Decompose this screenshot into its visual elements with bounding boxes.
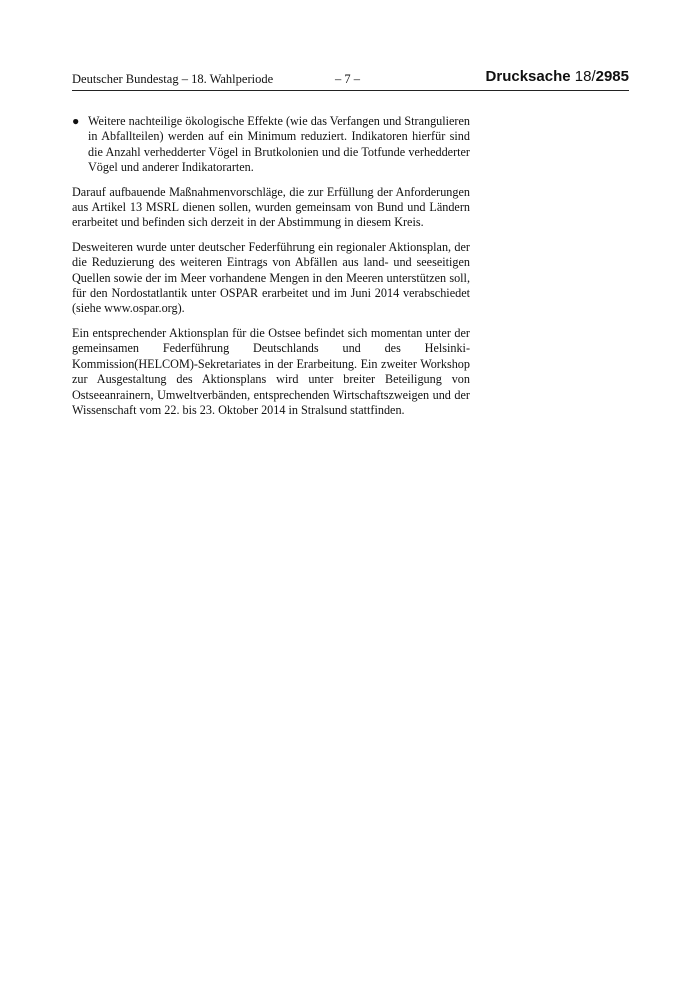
document-number-suffix: 2985 [595,68,629,85]
header-publisher: Deutscher Bundestag – 18. Wahlperiode [72,72,274,86]
page-header [72,68,629,91]
page-number: – 7 – [335,72,360,86]
document-number-prefix: 18/ [574,68,596,85]
bullet-text: Weitere nachteilige ökologische Effekte (wie das Verfangen und Strangulieren in Abfallteilen) werden auf ein Minimum reduziert. Indikatoren hierfür sind die Anzahl verhedderter Vögel in Brutkolonien und die Totfunde verhedderter Vögel und anderer Indikatorarten. [88,114,470,175]
paragraph-ospar: Desweiteren wurde unter deutscher Federführung ein regionaler Aktionsplan, der die Reduzierung des weiteren Eintrags von Abfällen aus land- und seeseitigen Quellen sowie der im Meer vorhandene Mengen in den Meeren unterstützen soll, für den Nordostatlantik unter OSPAR erarbeitet und im Juni 2014 verabschiedet (siehe www.ospar.org). [72,239,470,316]
paragraph-helcom: Ein entsprechender Aktionsplan für die Ostsee befindet sich momentan unter der gemeinsamen Federführung Deutschlands und des Helsinki-Kommission(HELCOM)-Sekretariates in der Erarbeitung. Ein zweiter Workshop zur Ausgestaltung des Aktionsplans wird unter breiter Beteiligung von Ostseeanrainern, Umweltverbänden, entsprechenden Wirtschaftszweigen und der Wissenschaft vom 22. bis 23. Oktober 2014 in Stralsund stattfinden. [72,325,470,417]
document-number [486,68,629,85]
bullet-icon: ● [72,114,80,128]
document-body [72,114,470,427]
bullet-item [72,114,470,176]
document-label: Drucksache [485,68,571,85]
paragraph-measures: Darauf aufbauende Maßnahmenvorschläge, die zur Erfüllung der Anforderungen aus Artikel 13 MSRL dienen sollen, wurden gemeinsam von Bund und Ländern erarbeitet und befinden sich derzeit in der Abstimmung in diesem Kreis. [72,184,470,230]
